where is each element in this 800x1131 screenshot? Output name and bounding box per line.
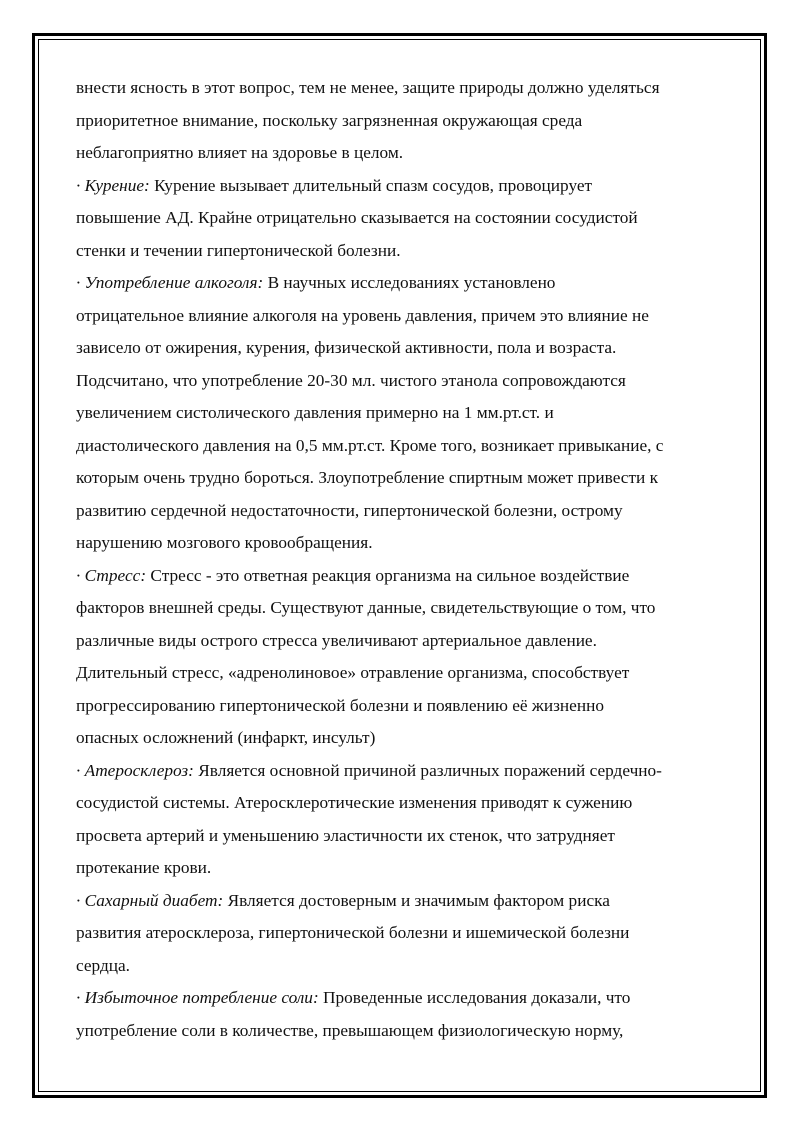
text-line xyxy=(76,430,726,463)
line-text: сердца. xyxy=(76,955,130,975)
text-line xyxy=(76,527,726,560)
line-text: Является достоверным и значимым фактором риска xyxy=(223,890,610,910)
line-text: Стресс - это ответная реакция организма на сильное воздействие xyxy=(146,565,630,585)
text-line xyxy=(76,690,726,723)
line-text: увеличением систолического давления примерно на 1 мм.рт.ст. и xyxy=(76,403,554,422)
line-text: Длительный стресс, «адренолиновое» отравление организма, способствует xyxy=(76,663,630,682)
line-text: опасных осложнений (инфаркт, инсульт) xyxy=(76,728,376,747)
risk-factor-term: · Атеросклероз: xyxy=(76,760,194,780)
text-line xyxy=(76,462,726,495)
text-line xyxy=(76,592,726,625)
text-line xyxy=(76,560,726,593)
text-line xyxy=(76,820,726,853)
text-line xyxy=(76,397,726,430)
text-line xyxy=(76,332,726,365)
line-text: факторов внешней среды. Существуют данные, свидетельствующие о том, что xyxy=(76,598,656,617)
text-line xyxy=(76,235,726,268)
line-text: стенки и течении гипертонической болезни. xyxy=(76,240,401,260)
line-text: которым очень трудно бороться. Злоупотребление спиртным может привести к xyxy=(76,468,658,487)
risk-factor-term: · Сахарный диабет: xyxy=(76,890,224,910)
line-text: развития атеросклероза, гипертонической болезни и ишемической болезни xyxy=(76,923,630,942)
line-text: различные виды острого стресса увеличивают артериальное давление. xyxy=(76,630,597,650)
line-text: диастолического давления на 0,5 мм.рт.ст. Кроме того, возникает привыкание, с xyxy=(76,435,664,455)
risk-factor-term: · Употребление алкоголя: xyxy=(76,273,264,292)
line-text: неблагоприятно влияет на здоровье в целом. xyxy=(76,143,404,162)
text-line xyxy=(76,917,726,950)
text-line xyxy=(76,625,726,658)
line-text: Проведенные исследования доказали, что xyxy=(318,988,631,1007)
text-line xyxy=(76,787,726,820)
line-text: В научных исследованиях установлено xyxy=(263,273,556,292)
text-line xyxy=(76,72,726,105)
line-text: приоритетное внимание, поскольку загрязненная окружающая среда xyxy=(76,110,583,130)
line-text: прогрессированию гипертонической болезни и появлению её жизненно xyxy=(76,695,604,715)
text-line xyxy=(76,982,726,1015)
line-text: протекание крови. xyxy=(76,858,212,877)
line-text: Является основной причиной различных поражений сердечно- xyxy=(193,760,662,780)
risk-factor-term: · Избыточное потребление соли: xyxy=(76,988,319,1007)
line-text: отрицательное влияние алкоголя на уровень давления, причем это влияние не xyxy=(76,305,649,325)
text-line xyxy=(76,852,726,885)
line-text: нарушению мозгового кровообращения. xyxy=(76,533,373,552)
document-body xyxy=(76,72,726,1047)
text-line xyxy=(76,137,726,170)
text-line xyxy=(76,495,726,528)
text-line xyxy=(76,1015,726,1048)
text-line xyxy=(76,267,726,300)
text-line xyxy=(76,950,726,983)
text-line xyxy=(76,885,726,918)
text-line xyxy=(76,657,726,690)
text-line xyxy=(76,170,726,203)
line-text: повышение АД. Крайне отрицательно сказывается на состоянии сосудистой xyxy=(76,208,638,227)
text-line xyxy=(76,722,726,755)
risk-factor-term: · Стресс: xyxy=(76,565,147,585)
text-line xyxy=(76,365,726,398)
line-text: развитию сердечной недостаточности, гипертонической болезни, острому xyxy=(76,500,623,520)
text-line xyxy=(76,202,726,235)
line-text: употребление соли в количестве, превышающем физиологическую норму, xyxy=(76,1020,624,1040)
line-text: внести ясность в этот вопрос, тем не менее, защите природы должно уделяться xyxy=(76,78,660,97)
text-line xyxy=(76,755,726,788)
risk-factor-term: · Курение: xyxy=(76,175,150,195)
line-text: сосудистой системы. Атеросклеротические изменения приводят к сужению xyxy=(76,793,633,812)
line-text: Подсчитано, что употребление 20-30 мл. чистого этанола сопровождаются xyxy=(76,370,626,390)
line-text: зависело от ожирения, курения, физической активности, пола и возраста. xyxy=(76,338,617,357)
text-line xyxy=(76,300,726,333)
text-line xyxy=(76,105,726,138)
line-text: просвета артерий и уменьшению эластичности их стенок, что затрудняет xyxy=(76,825,615,845)
line-text: Курение вызывает длительный спазм сосудов, провоцирует xyxy=(149,175,593,195)
